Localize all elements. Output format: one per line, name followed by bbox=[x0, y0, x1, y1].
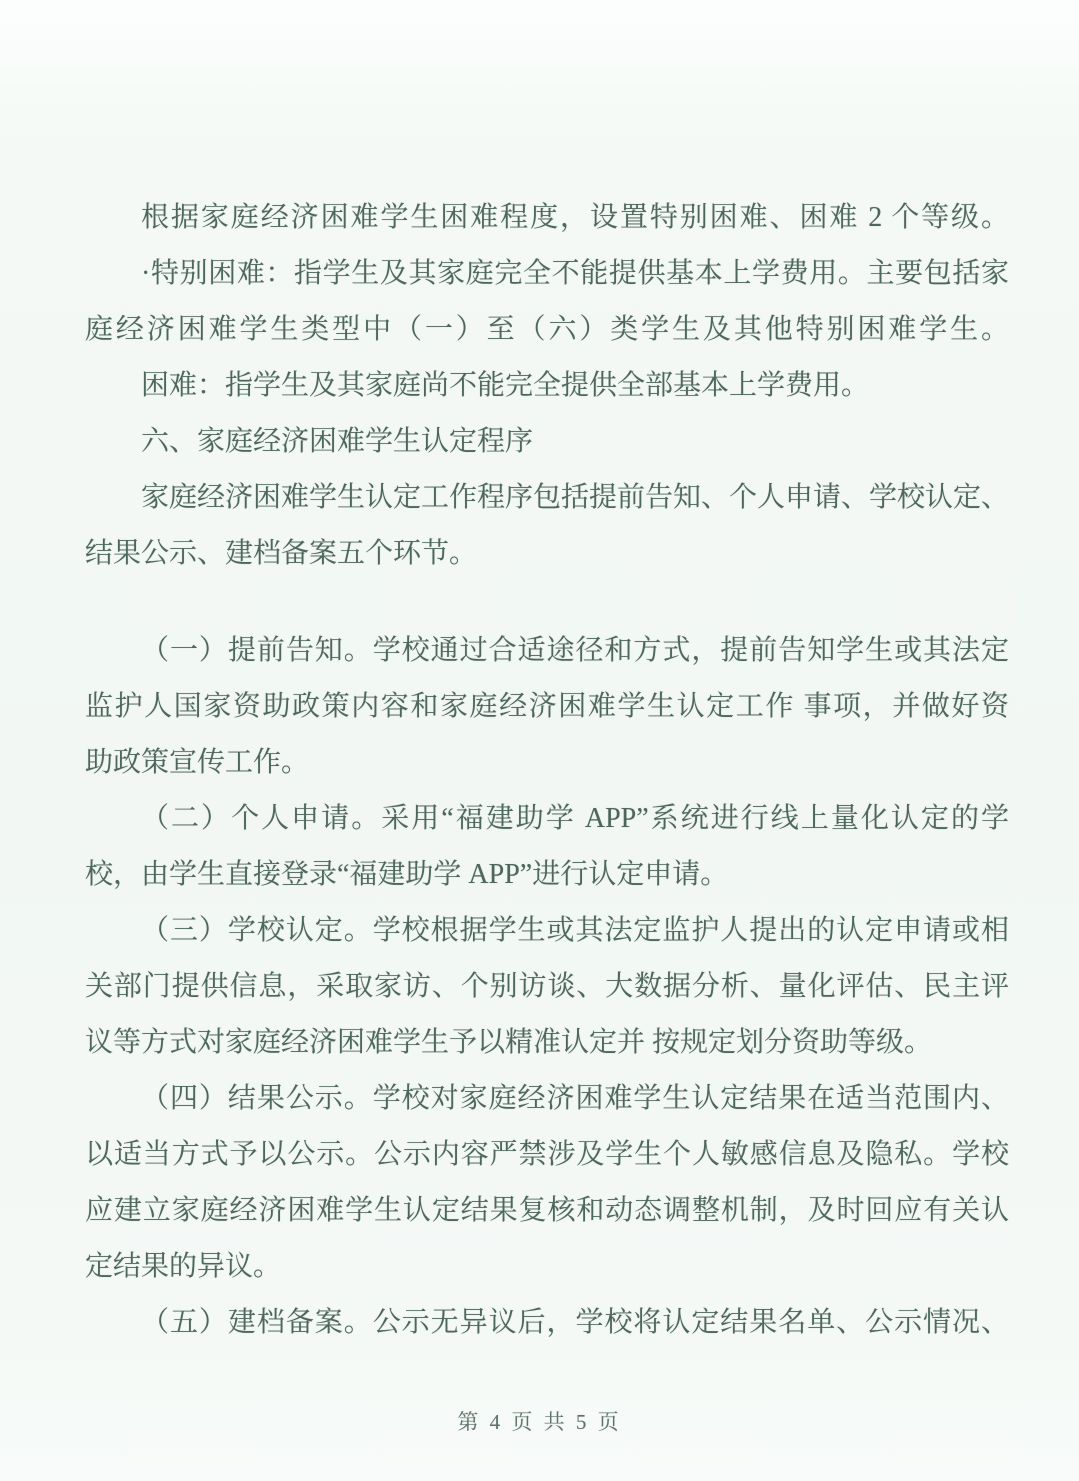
text-line: 结果公示、建档备案五个环节。 bbox=[85, 538, 478, 569]
text-line: 议等方式对家庭经济困难学生予以精准认定并 按规定划分资助等级。 bbox=[85, 1027, 933, 1058]
text-line: 关部门提供信息，采取家访、个别访谈、大数据分析、量化评估、民主评 bbox=[85, 971, 1009, 1002]
text-line: （一）提前告知。学校通过合适途径和方式，提前告知学生或其法定 bbox=[141, 635, 1009, 666]
document-body bbox=[85, 190, 1009, 1351]
text-line: 困难：指学生及其家庭尚不能完全提供全部基本上学费用。 bbox=[141, 370, 870, 401]
page-number: 第 4 页 共 5 页 bbox=[457, 1410, 622, 1434]
text-line: （二）个人申请。采用“福建助学 APP”系统进行线上量化认定的学 bbox=[141, 803, 1009, 834]
text-line: 校，由学生直接登录“福建助学 APP”进行认定申请。 bbox=[85, 859, 729, 890]
text-line: （四）结果公示。学校对家庭经济困难学生认定结果在适当范围内、 bbox=[141, 1083, 1009, 1114]
text-line: 六、家庭经济困难学生认定程序 bbox=[141, 426, 534, 457]
text-line: 监护人国家资助政策内容和家庭经济困难学生认定工作 事项，并做好资 bbox=[85, 691, 1009, 722]
text-line: ·特别困难：指学生及其家庭完全不能提供基本上学费用。主要包括家 bbox=[141, 258, 1009, 289]
text-line: 庭经济困难学生类型中（一）至（六）类学生及其他特别困难学生。 bbox=[85, 314, 1009, 345]
text-line: 定结果的异议。 bbox=[85, 1251, 282, 1282]
text-line: 根据家庭经济困难学生困难程度，设置特别困难、困难 2 个等级。 bbox=[141, 202, 1009, 233]
page-footer bbox=[0, 1406, 1079, 1436]
text-line: （五）建档备案。公示无异议后，学校将认定结果名单、公示情况、 bbox=[141, 1307, 1009, 1338]
text-line: （三）学校认定。学校根据学生或其法定监护人提出的认定申请或相 bbox=[141, 915, 1009, 946]
text-line: 以适当方式予以公示。公示内容严禁涉及学生个人敏感信息及隐私。学校 bbox=[85, 1139, 1009, 1170]
text-line: 应建立家庭经济困难学生认定结果复核和动态调整机制，及时回应有关认 bbox=[85, 1195, 1009, 1226]
text-line: 助政策宣传工作。 bbox=[85, 747, 310, 778]
text-line: 家庭经济困难学生认定工作程序包括提前告知、个人申请、学校认定、 bbox=[141, 482, 1009, 513]
